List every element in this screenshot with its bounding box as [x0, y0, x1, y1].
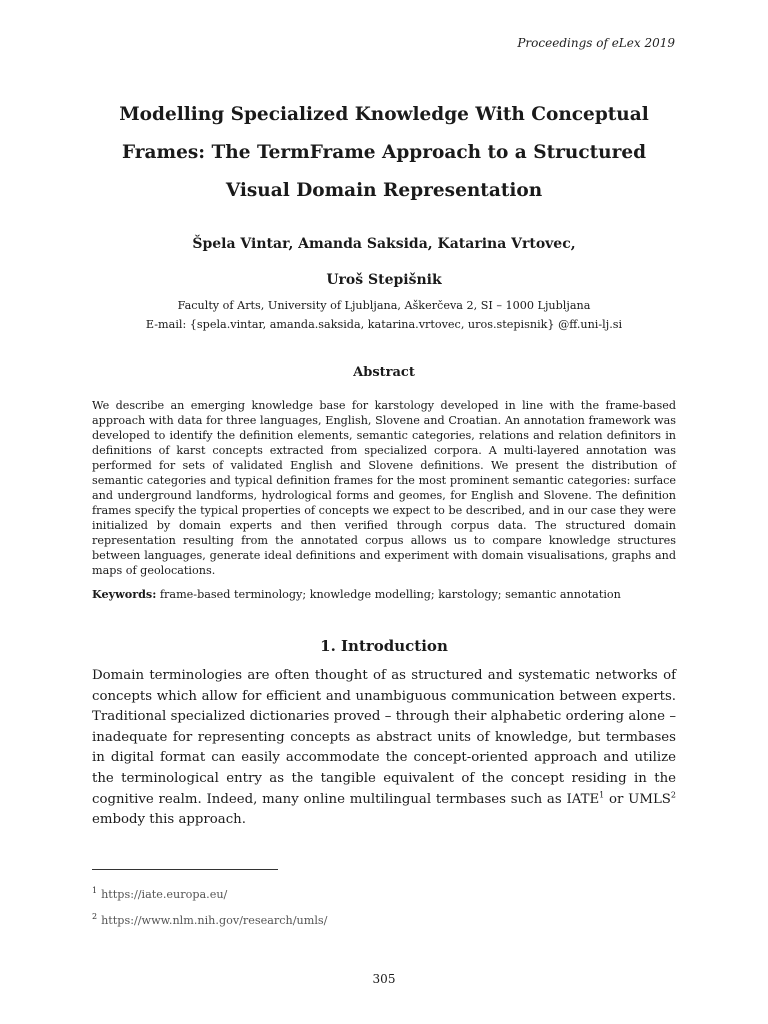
section-heading-introduction: 1. Introduction: [320, 637, 448, 655]
abstract-heading: Abstract: [353, 365, 415, 380]
affiliation: Faculty of Arts, University of Ljubljana, Aškerčeva 2, SI – 1000 Ljubljana: [177, 299, 591, 312]
author-list: [80, 226, 688, 298]
footnote-number: 2: [92, 912, 98, 922]
author-line: Uroš Stepišnik: [326, 272, 442, 288]
author-line: Špela Vintar, Amanda Saksida, Katarina Vrtovec,: [192, 236, 576, 252]
title-line: Modelling Specialized Knowledge With Conceptual: [119, 104, 649, 125]
keywords-text: frame-based terminology; knowledge modelling; karstology; semantic annotation: [159, 588, 621, 601]
affiliation-block: [80, 296, 688, 334]
footnote-1: [92, 888, 227, 901]
footnote-ref-2: 2: [670, 790, 676, 800]
keywords: [92, 587, 676, 602]
title-line: Visual Domain Representation: [225, 180, 543, 201]
intro-text: or UMLS: [604, 791, 671, 807]
abstract-text: We describe an emerging knowledge base for karstology developed in line with the frame-based approach with data for three languages, English, Slovene and Croatian. An annotation framework was developed to identify the definition elements, semantic categories, relations and relation definitors in definitions of karst concepts extracted from specialized corpora. A multi-layered annotation was performed for sets of validated English and Slovene definitions. We present the distribution of semantic categories and typical definition frames for the most prominent semantic categories: surface and underground landforms, hydrological forms and geomes, for English and Slovene. The definition frames specify the typical properties of concepts we expect to be described, and in our case they were initialized by domain experts and then verified through corpus data. The structured domain representation resulting from the annotated corpus allows us to compare knowledge structures between languages, generate ideal definitions and experiment with domain visualisations, graphs and maps of geolocations.: [92, 399, 676, 577]
title-line: Frames: The TermFrame Approach to a Structured: [121, 142, 647, 163]
footnote-link[interactable]: https://iate.europa.eu/: [101, 888, 228, 901]
introduction-paragraph: [92, 666, 676, 831]
page-number: 305: [372, 972, 396, 986]
footnote-ref-1: 1: [599, 790, 605, 800]
footnote-number: 1: [92, 886, 98, 896]
running-header: Proceedings of eLex 2019: [517, 36, 675, 50]
intro-text: embody this approach.: [92, 812, 246, 828]
intro-text: Domain terminologies are often thought of as structured and systematic networks of concepts which allow for efficient and unambiguous communication between experts. Traditional specialized dictionaries proved – through their alphabetic ordering alone – inadequate for representing concepts as abstract units of knowledge, but termbases in digital format can easily accommodate the concept-oriented approach and utilize the terminological entry as the tangible equivalent of the concept residing in the cognitive realm. Indeed, many online multilingual termbases such as IATE: [92, 668, 676, 807]
footnote-2: [92, 914, 327, 927]
footnote-link[interactable]: https://www.nlm.nih.gov/research/umls/: [101, 914, 328, 927]
paper-title: [80, 96, 688, 210]
keywords-label: Keywords:: [92, 587, 157, 601]
email: E-mail: {spela.vintar, amanda.saksida, katarina.vrtovec, uros.stepisnik} @ff.uni-lj.si: [145, 318, 623, 331]
footnote-divider: [92, 869, 278, 870]
